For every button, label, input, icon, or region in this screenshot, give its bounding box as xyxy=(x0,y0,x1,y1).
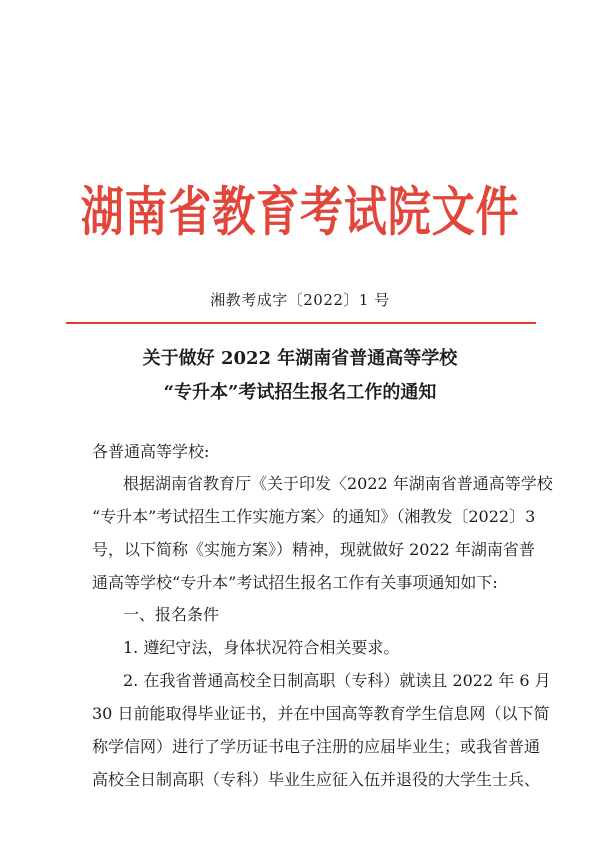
body-line: 1. 遵纪守法，身体状况符合相关要求。 xyxy=(123,638,400,657)
body-line: 根据湖南省教育厅《关于印发〈2022 年湖南省普通高等学校 xyxy=(123,474,553,493)
section-heading: 一、报名条件 xyxy=(123,605,220,624)
red-divider-rule xyxy=(66,322,536,324)
notice-title-line-2: “专升本”考试招生报名工作的通知 xyxy=(163,382,437,403)
document-number: 湘教考成字〔2022〕1 号 xyxy=(210,291,390,309)
body-line: “专升本”考试招生工作实施方案〉的通知》（湘教发〔2022〕3 xyxy=(92,507,536,526)
issuer-red-header: 湖南省教育考试院文件 xyxy=(80,180,520,243)
salutation: 各普通高等学校: xyxy=(92,442,210,461)
body-line: 30 日前能取得毕业证书，并在中国高等教育学生信息网（以下简 xyxy=(92,704,550,723)
body-line: 高校全日制高职（专科）毕业生应征入伍并退役的大学生士兵、 xyxy=(92,770,541,789)
body-line: 通高等学校“专升本”考试招生报名工作有关事项通知如下: xyxy=(92,573,498,592)
body-line: 号，以下简称《实施方案》）精神，现就做好 2022 年湖南省普 xyxy=(92,540,535,559)
body-line: 称学信网）进行了学历证书电子注册的应届毕业生；或我省普通 xyxy=(92,737,541,756)
body-line: 2. 在我省普通高校全日制高职（专科）就读且 2022 年 6 月 xyxy=(123,671,551,690)
notice-title-line-1: 关于做好 2022 年湖南省普通高等学校 xyxy=(142,348,458,369)
